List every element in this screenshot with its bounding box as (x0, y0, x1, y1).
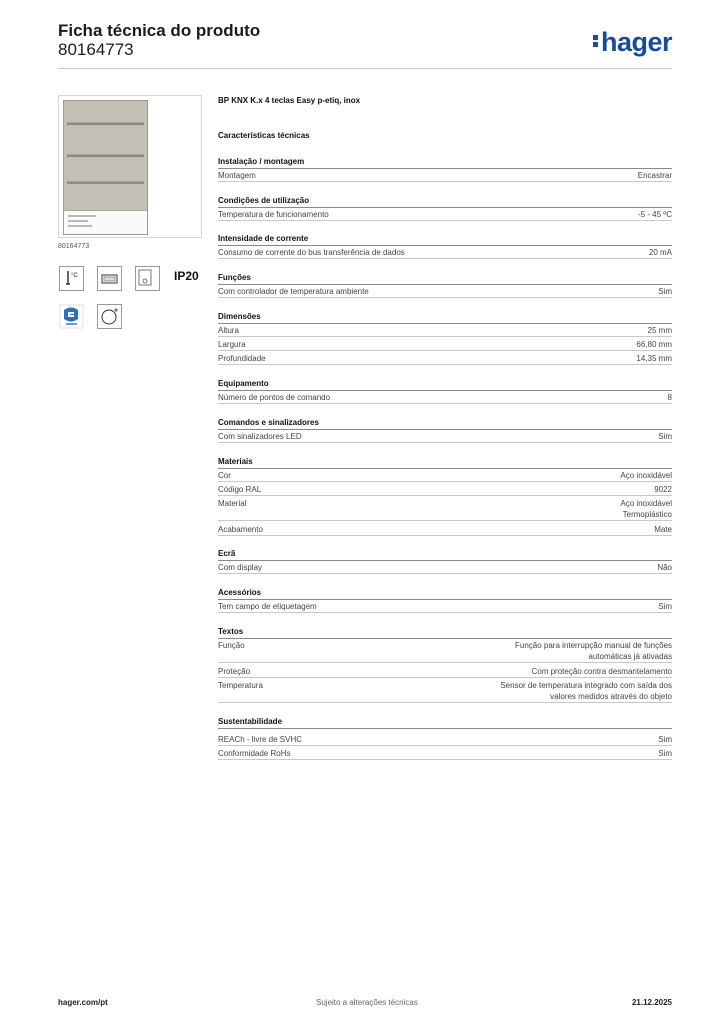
spec-label: Altura (218, 326, 239, 335)
spec-row (218, 285, 672, 298)
section-heading: Comandos e sinalizadores (218, 417, 672, 430)
spec-value: Encastrar (637, 171, 672, 180)
spec-label: Proteção (218, 667, 251, 676)
spec-row (218, 747, 672, 760)
spec-row (218, 483, 672, 496)
spec-label: Com controlador de temperatura ambiente (218, 287, 369, 296)
svg-text:°C: °C (71, 273, 78, 279)
spec-row (218, 665, 672, 678)
spec-label: Temperatura de funcionamento (218, 210, 329, 219)
spec-label: Montagem (218, 171, 256, 180)
spec-value: Sensor de temperatura integrado com saída dos (500, 681, 672, 690)
product-image (58, 95, 202, 238)
spec-label: Tem campo de etiquetagem (218, 602, 317, 611)
spec-label: Conformidade RoHs (218, 749, 291, 758)
section-heading: Acessórios (218, 587, 672, 600)
spec-value: Sim (658, 749, 672, 758)
spec-value: Aço inoxidável (620, 471, 672, 480)
footer-website-link[interactable]: hager.com/pt (58, 998, 108, 1007)
spec-row (218, 679, 672, 703)
spec-value: Termoplástico (622, 510, 672, 519)
spec-value: Sim (658, 432, 672, 441)
spec-label: Número de pontos de comando (218, 393, 331, 402)
spec-row (218, 639, 672, 663)
spec-row (218, 169, 672, 182)
spec-row (218, 469, 672, 482)
spec-row (218, 352, 672, 365)
spec-label: REACh - livre de SVHC (218, 735, 303, 744)
section-heading: Materiais (218, 456, 672, 469)
spec-row (218, 391, 672, 404)
spec-label: Profundidade (218, 354, 266, 363)
spec-label: Temperatura (218, 681, 263, 690)
spec-value: Sim (658, 735, 672, 744)
spec-value: Sim (658, 602, 672, 611)
spec-row (218, 430, 672, 443)
spec-label: Consumo de corrente do bus transferência de dados (218, 248, 405, 257)
spec-label: Material (218, 499, 247, 508)
spec-value: 14,35 mm (636, 354, 672, 363)
spec-value: Função para interrupção manual de funções (515, 641, 672, 650)
section-heading: Equipamento (218, 378, 672, 391)
spec-row (218, 733, 672, 746)
spec-row (218, 561, 672, 574)
section-heading: Condições de utilização (218, 195, 672, 208)
section-heading: Sustentabilidade (218, 716, 672, 729)
section-heading: Funções (218, 272, 672, 285)
spec-value: 20 mA (648, 248, 672, 257)
spec-value: Sim (658, 287, 672, 296)
spec-label: Acabamento (218, 525, 263, 534)
temperature-icon (59, 266, 84, 291)
ip20-badge: IP20 (174, 269, 199, 283)
section-heading: Intensidade de corrente (218, 233, 672, 246)
document-title: Ficha técnica do produto (58, 21, 261, 40)
technical-characteristics-title: Características técnicas (218, 131, 310, 140)
knx-logo-icon (59, 304, 84, 329)
footer-date: 21.12.2025 (631, 998, 672, 1007)
footer-note: Sujeito a alterações técnicas (316, 998, 418, 1007)
spec-row (218, 324, 672, 337)
spec-value: automáticas já ativadas (588, 652, 672, 661)
section-heading: Textos (218, 626, 672, 639)
spec-label: Com sinalizadores LED (218, 432, 302, 441)
spec-row (218, 338, 672, 351)
brand-name: hager (600, 27, 672, 57)
section-heading: Dimensões (218, 311, 672, 324)
spec-label: Código RAL (218, 485, 262, 494)
brand-logo (593, 28, 672, 56)
spec-label: Função (218, 641, 245, 650)
spec-value: 9022 (654, 485, 672, 494)
spec-value: Não (657, 563, 672, 572)
spec-value: -5 - 45 ºC (637, 210, 672, 219)
spec-value: Com proteção contra desmantelamento (531, 667, 672, 676)
header-divider (58, 68, 672, 69)
spec-row (218, 497, 672, 521)
spec-value: Mate (654, 525, 672, 534)
spec-label: Cor (218, 471, 231, 480)
timer-clock-icon (97, 304, 122, 329)
spec-value: Aço inoxidável (620, 499, 672, 508)
spec-row (218, 600, 672, 613)
section-heading: Ecrã (218, 548, 672, 561)
spec-value: valores medidos através do objeto (550, 692, 672, 701)
spec-value: 25 mm (647, 326, 672, 335)
product-photo (63, 100, 148, 235)
product-name: BP KNX K.x 4 teclas Easy p-etiq, inox (218, 96, 361, 105)
product-code: 80164773 (58, 40, 134, 59)
spec-row (218, 246, 672, 259)
spec-value: 66,80 mm (636, 340, 672, 349)
spec-label: Largura (218, 340, 246, 349)
knx-device-icon (97, 266, 122, 291)
flush-mount-icon (135, 266, 160, 291)
image-caption: 80164773 (58, 243, 90, 250)
spec-row (218, 523, 672, 536)
spec-row (218, 208, 672, 221)
spec-label: Com display (218, 563, 263, 572)
section-heading: Instalação / montagem (218, 156, 672, 169)
spec-value: 8 (667, 393, 672, 402)
